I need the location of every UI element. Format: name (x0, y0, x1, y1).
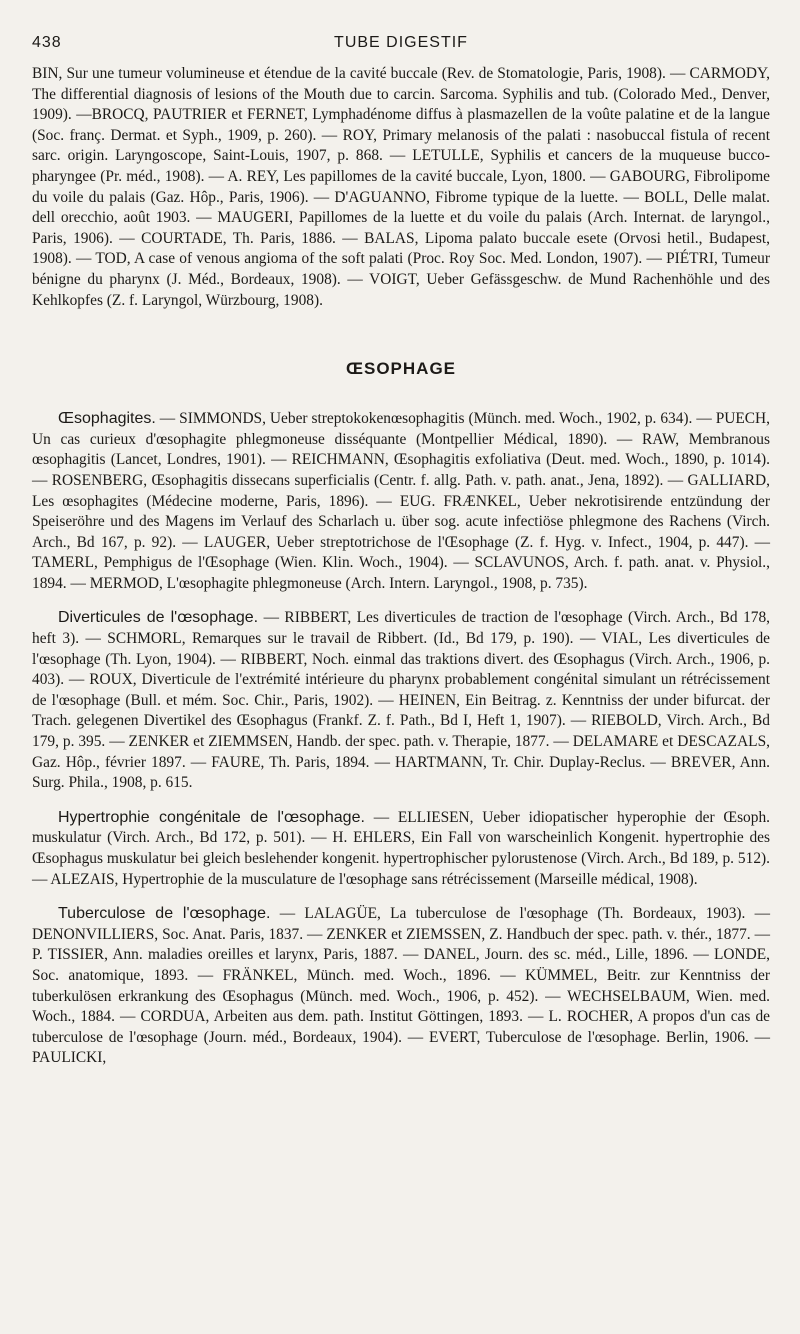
entry-tuberculose (32, 904, 770, 1069)
entries-list (32, 409, 770, 1069)
page-number: 438 (32, 34, 62, 51)
entry-text: — LALAGÜE, La tuberculose de l'œsophage (Th. Bordeaux, 1903). — DENONVILLIERS, Soc. Anat. Paris, 1837. — ZENKER et ZIEMSSEN, Z. Handbuch der spec. path. v. thér., 1877. — P. TISSIER, Ann. maladies oreilles et larynx, Paris, 1887. — DANEL, Journ. des sc. méd., Lille, 1896. — LONDE, Soc. anatomique, 1893. — FRÄNKEL, Münch. med. Woch., 1896. — KÜMMEL, Beitr. zur Kenntniss der tuberkulösen erkrankung des Œsophagus (Münch. med. Woch., 1906, p. 452). — WECHSELBAUM, Wien. med. Woch., 1884. — CORDUA, Arbeiten aus dem. path. Institut Göttingen, 1893. — L. ROCHER, A propos d'un cas de tuberculose de l'œsophage (Journ. méd., Bordeaux, 1904). — EVERT, Tuberculose de l'œsophage. Berlin, 1906. — PAULICKI, (32, 905, 770, 1067)
entry-topic: Œsophagites. (58, 410, 156, 428)
running-title: TUBE DIGESTIF (334, 34, 468, 51)
intro-paragraph: BIN, Sur une tumeur volumineuse et étendue de la cavité buccale (Rev. de Stomatologie, Paris, 1908). — CARMODY, The differential diagnosis of lesions of the Mouth due to carcin. Sarcoma. Syphilis and tub. (Colorado Med., Denver, 1909). —BROCQ, PAUTRIER et FERNET, Lymphadénome diffus à plasmazellen de la voûte palatine et de la langue (Soc. franç. Dermat. et Syph., 1909, p. 260). — ROY, Primary melanosis of the palati : nasobuccal fistula of recent sarc. origin. Laryngoscope, Saint-Louis, 1907, p. 868. — LETULLE, Syphilis et cancers de la muqueuse bucco-pharyngee (Pr. méd., 1908). — A. REY, Les papillomes de la cavité buccale, Lyon, 1800. — GABOURG, Fibrolipome du voile du palais (Gaz. Hôp., Paris, 1906). — D'AGUANNO, Fibrome typique de la luette. — BOLL, Delle malat. dell orecchio, août 1903. — MAUGERI, Papillomes de la luette et du voile du palais (Arch. Internat. de laryngol., Paris, 1906). — COURTADE, Th. Paris, 1886. — BALAS, Lipoma palato buccale esete (Orvosi hetil., Budapest, 1908). — TOD, A case of venous angioma of the soft palati (Proc. Roy Soc. Med. London, 1907). — PIÉTRI, Tumeur bénigne du pharynx (J. Méd., Bordeaux, 1908). — VOIGT, Ueber Gefässgeschw. de Mund Rachenhöhle und des Kehlkopfes (Z. f. Laryngol, Würzbourg, 1908). (32, 65, 770, 309)
section-heading: ŒSOPHAGE (345, 359, 457, 379)
entry-oesophagites (32, 409, 770, 594)
entry-text: — ELLIESEN, Ueber idiopatischer hyperophie der Œsoph. muskulatur (Virch. Arch., Bd 172, p. 501). — H. EHLERS, Ein Fall von warscheinlich Kongenit. hypertrophie des Œsophagus muskulatur bei gleich beslehender kongenit. hypertrophischer pylorustenose (Virch. Arch., Bd 189, p. 512). — ALEZAIS, Hypertrophie de la musculature de l'œsophage sans rétrécissement (Marseille médical, 1908). (32, 808, 770, 888)
entry-hypertrophie (32, 808, 770, 890)
entry-diverticules (32, 608, 770, 793)
entry-topic: Diverticules de l'œsophage. (58, 609, 259, 627)
entry-text: — RIBBERT, Les diverticules de traction de l'œsophage (Virch. Arch., Bd 178, heft 3). — SCHMORL, Remarques sur le travail de Ribbert. (Id., Bd 179, p. 190). — VIAL, Les diverticules de l'œsophage (Th. Lyon, 1904). — RIBBERT, Noch. einmal das traktions divert. des Œsophagus (Virch. Arch., 1906, p. 403). — ROUX, Diverticule de l'extrémité intérieure du pharynx probablement congénital simulant un rétrécissement de l'œsophage (Bull. et mém. Soc. Chir., Paris, 1902). — HEINEN, Ein Beitrag. z. Kenntniss der under bifurcat. der Trach. gelegenen Divertikel des Œsophagus (Frankf. Z. f. Path., Bd I, Heft 1, 1907). — RIEBOLD, Virch. Arch., Bd 179, p. 395. — ZENKER et ZIEMMSEN, Handb. der spec. path. v. Therapie, 1877. — DELAMARE et DESCAZALS, Gaz. Hôp., février 1897. — FAURE, Th. Paris, 1894. — HARTMANN, Tr. Chir. Duplay-Reclus. — BREVER, Ann. Surg. Phila., 1908, p. 615. (32, 609, 771, 792)
entry-text: — SIMMONDS, Ueber streptokokenœsophagitis (Münch. med. Woch., 1902, p. 634). — PUECH, Un cas curieux d'œsophagite phlegmoneuse disséquante (Montpellier Médical, 1890). — RAW, Membranous œsophagitis (Lancet, Londres, 1901). — REICHMANN, Œsophagitis exfoliativa (Deut. med. Woch., 1890, p. 1014). — ROSENBERG, Œsophagitis dissecans superficialis (Centr. f. allg. Path. v. path. anat., Jena, 1892). — GALLIARD, Les œsophagites (Médecine moderne, Paris, 1896). — EUG. FRÆNKEL, Ueber nekrotisirende entzündung der Speiseröhre und des Magens im Verlauf des Scharlach u. über sog. acute infectiöse phlegmone des Rachens (Virch. Arch., Bd 167, p. 92). — LAUGER, Ueber streptotrichose de l'Œsophage (Z. f. Hyg. v. Infect., 1904, p. 447). — TAMERL, Pemphigus de l'Œsophage (Wien. Klin. Woch., 1904). — SCLAVUNOS, Arch. f. path. anat. v. Physiol., 1894. — MERMOD, L'œsophagite phlegmoneuse (Arch. Intern. Laryngol., 1908, p. 735). (32, 410, 770, 592)
entry-topic: Tuberculose de l'œsophage. (58, 905, 271, 923)
page-header (32, 34, 770, 64)
entry-topic: Hypertrophie congénitale de l'œsophage. (58, 808, 365, 826)
